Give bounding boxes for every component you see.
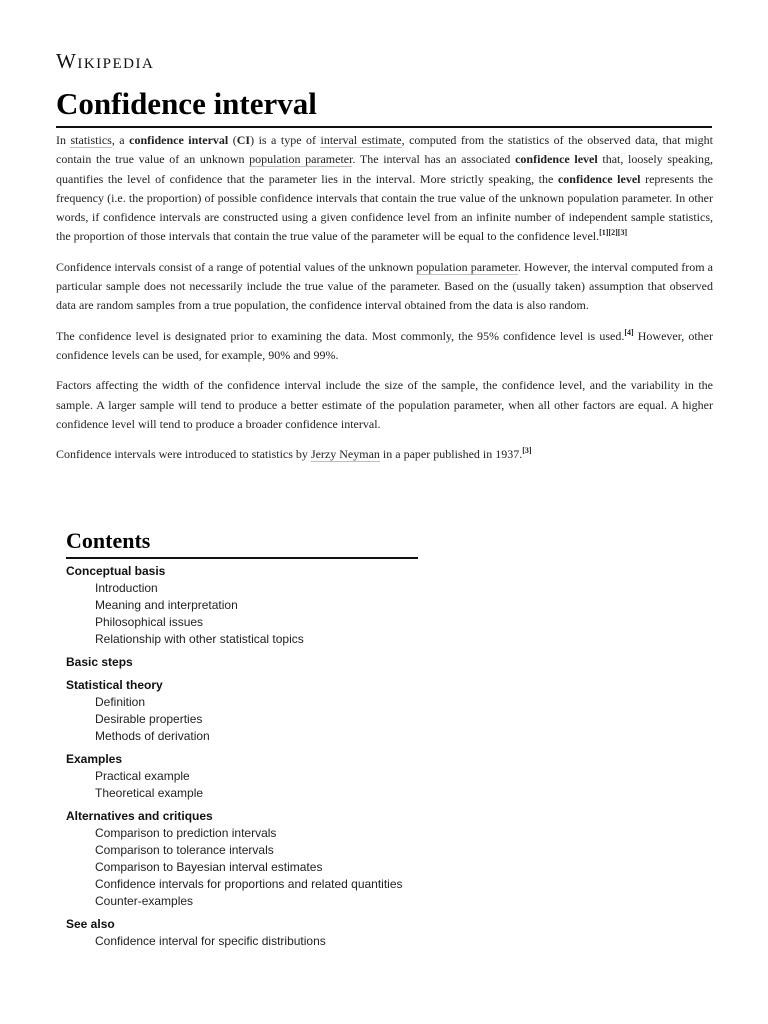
text: represents the frequency (i.e. the proportion) of possible confidence intervals that contain the true value of the unknown population parameter. In other words, if confidence intervals are constructed using a given confidence level from an infinite number of independent sample statistics, the proportion of those intervals that contain the true value of the parameter will be equal to the confidence level. [56, 171, 713, 244]
toc-section-link[interactable]: Basic steps [66, 655, 133, 669]
intro-paragraph-1 [56, 131, 713, 247]
toc-subsection-link[interactable]: Methods of derivation [95, 729, 210, 743]
toc-section [66, 751, 418, 802]
citation-ref[interactable]: [1][2][3] [599, 228, 628, 238]
toc-section-link[interactable]: Conceptual basis [66, 564, 166, 578]
text: in a paper published in 1937. [379, 447, 523, 462]
intro-paragraph-2 [56, 258, 713, 316]
text: ) is a type of [250, 133, 321, 147]
text: ( [228, 133, 237, 147]
text: . However, the interval computed from a particular sample does not necessarily include the true value of the parameter. Based on the (usually taken) assumption that observed data are random samples from a true population, the confidence interval obtained from the data is also random. [56, 259, 713, 313]
citation-ref[interactable]: [4] [624, 327, 634, 337]
toc-subsection-link[interactable]: Meaning and interpretation [95, 598, 238, 612]
toc-subsection-link[interactable]: Comparison to prediction intervals [95, 826, 277, 840]
toc-subsection-link[interactable]: Counter-examples [95, 894, 194, 908]
bold-term: CI [236, 133, 251, 147]
toc-subsection-link[interactable]: Definition [95, 695, 146, 709]
wikipedia-logo[interactable]: Wikipedia [56, 49, 155, 73]
link-population-parameter[interactable]: population parameter [416, 259, 518, 274]
toc-subsection-link[interactable]: Relationship with other statistical topics [95, 632, 304, 646]
intro-paragraph-5 [56, 445, 713, 464]
link-population-parameter[interactable]: population parameter [249, 152, 353, 167]
citation-ref[interactable]: [3] [522, 446, 532, 456]
link-statistics[interactable]: statistics [70, 133, 112, 147]
bold-term: confidence interval [129, 133, 229, 147]
toc-title: Contents [66, 526, 418, 559]
text: However, other confidence levels can be used, for example, 90% and 99%. [56, 328, 713, 362]
toc-subsection-link[interactable]: Comparison to Bayesian interval estimates [95, 860, 323, 874]
toc-section [66, 677, 418, 745]
bold-term: confidence level [515, 152, 598, 167]
intro-paragraph-4 [56, 376, 713, 434]
text: . The interval has an associated [352, 152, 516, 167]
toc-sections [66, 563, 418, 950]
link-interval-estimate[interactable]: interval estimate [320, 133, 402, 147]
link-jerzy-neyman[interactable]: Jerzy Neyman [310, 447, 380, 462]
text: Factors affecting the width of the confidence interval include the size of the sample, the confidence level, and the variability in the sample. A larger sample will tend to produce a better estimate of the population parameter, when all other factors are equal. A higher confidence level will tend to produce a broader confidence interval. [56, 378, 713, 431]
text: In [56, 133, 71, 147]
toc-section [66, 808, 418, 910]
toc-section-link[interactable]: Alternatives and critiques [66, 809, 213, 823]
toc-section [66, 654, 418, 671]
toc-subsection-link[interactable]: Confidence intervals for proportions and related quantities [95, 877, 403, 891]
text: Confidence intervals were introduced to statistics by [56, 447, 311, 462]
toc-subsection-link[interactable]: Philosophical issues [95, 615, 204, 629]
toc-section-link[interactable]: See also [66, 917, 115, 931]
toc-section-link[interactable]: Statistical theory [66, 678, 163, 692]
toc-section [66, 563, 418, 648]
bold-term: confidence level [557, 171, 641, 186]
toc-section-link[interactable]: Examples [66, 752, 123, 766]
toc-subsection-link[interactable]: Theoretical example [95, 786, 204, 800]
text: , computed from the statistics of the observed data, that might contain the true value of an unknown [56, 133, 714, 167]
text: that, loosely speaking, quantifies the level of confidence that the parameter lies in the interval. More strictly speaking, the [56, 152, 713, 186]
text: Confidence intervals consist of a range of potential values of the unknown [56, 259, 417, 274]
toc-subsection-link[interactable]: Introduction [95, 581, 158, 595]
table-of-contents [66, 526, 418, 956]
text: , a [111, 133, 130, 147]
toc-subsection-link[interactable]: Desirable properties [95, 712, 203, 726]
text: The confidence level is designated prior to examining the data. Most commonly, the 95% confidence level is used. [56, 328, 625, 343]
toc-section [66, 916, 418, 950]
intro-paragraph-3 [56, 327, 713, 366]
toc-subsection-link[interactable]: Practical example [95, 769, 190, 783]
page-title: Confidence interval [56, 84, 712, 128]
toc-subsection-link[interactable]: Confidence interval for specific distributions [95, 934, 326, 948]
article-body [56, 131, 713, 464]
toc-subsection-link[interactable]: Comparison to tolerance intervals [95, 843, 274, 857]
